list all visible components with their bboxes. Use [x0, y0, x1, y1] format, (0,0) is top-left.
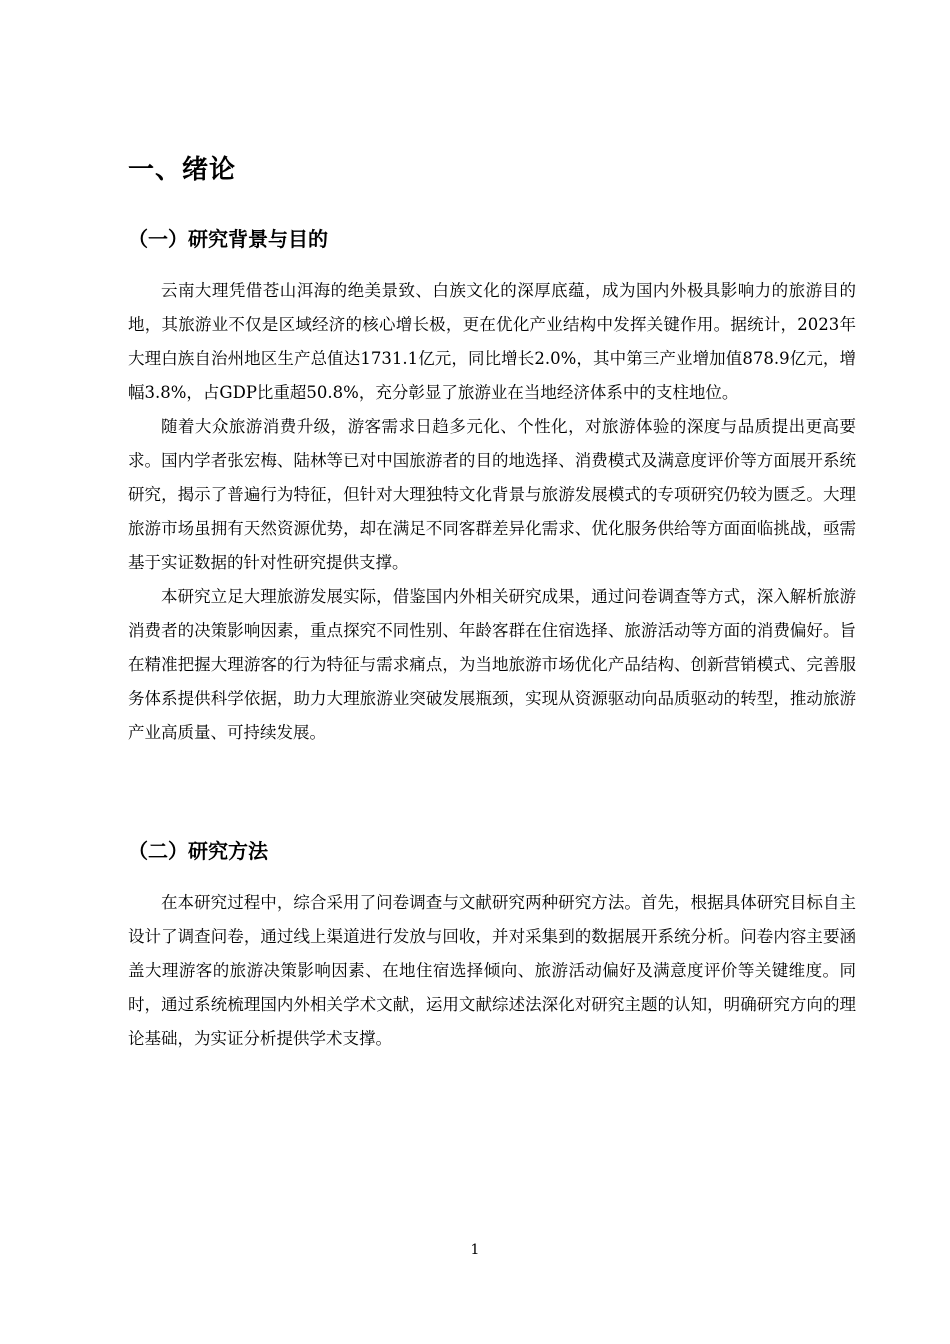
section-title-background: （一）研究背景与目的	[128, 227, 328, 251]
paragraph: 云南大理凭借苍山洱海的绝美景致、白族文化的深厚底蕴，成为国内外极具影响力的旅游目的地，其旅游业不仅是区域经济的核心增长极，更在优化产业结构中发挥关键作用。据统计，2023年大理白族自治州地区生产总值达1731.1亿元，同比增长2.0%，其中第三产业增加值878.9亿元，增幅3.8%，占GDP比重超50.8%，充分彰显了旅游业在当地经济体系中的支柱地位。	[128, 281, 856, 402]
paragraph: 本研究立足大理旅游发展实际，借鉴国内外相关研究成果，通过问卷调查等方式，深入解析旅游消费者的决策影响因素，重点探究不同性别、年龄客群在住宿选择、旅游活动等方面的消费偏好。旨在精准把握大理游客的行为特征与需求痛点，为当地旅游市场优化产品结构、创新营销模式、完善服务体系提供科学依据，助力大理旅游业突破发展瓶颈，实现从资源驱动向品质驱动的转型，推动旅游产业高质量、可持续发展。	[128, 587, 856, 742]
paragraph: 在本研究过程中，综合采用了问卷调查与文献研究两种研究方法。首先，根据具体研究目标自主设计了调查问卷，通过线上渠道进行发放与回收，并对采集到的数据展开系统分析。问卷内容主要涵盖大理游客的旅游决策影响因素、在地住宿选择倾向、旅游活动偏好及满意度评价等关键维度。同时，通过系统梳理国内外相关学术文献，运用文献综述法深化对研究主题的认知，明确研究方向的理论基础，为实证分析提供学术支撑。	[128, 893, 856, 1048]
section-body-methods	[128, 886, 856, 1056]
section-body-background	[128, 274, 856, 750]
page-number: 1	[470, 1242, 480, 1258]
section-title-methods: （二）研究方法	[128, 839, 268, 863]
chapter-title: 一、绪论	[128, 155, 237, 185]
paragraph: 随着大众旅游消费升级，游客需求日趋多元化、个性化，对旅游体验的深度与品质提出更高要求。国内学者张宏梅、陆林等已对中国旅游者的目的地选择、消费模式及满意度评价等方面展开系统研究，揭示了普遍行为特征，但针对大理独特文化背景与旅游发展模式的专项研究仍较为匮乏。大理旅游市场虽拥有天然资源优势，却在满足不同客群差异化需求、优化服务供给等方面面临挑战，亟需基于实证数据的针对性研究提供支撑。	[128, 417, 856, 572]
